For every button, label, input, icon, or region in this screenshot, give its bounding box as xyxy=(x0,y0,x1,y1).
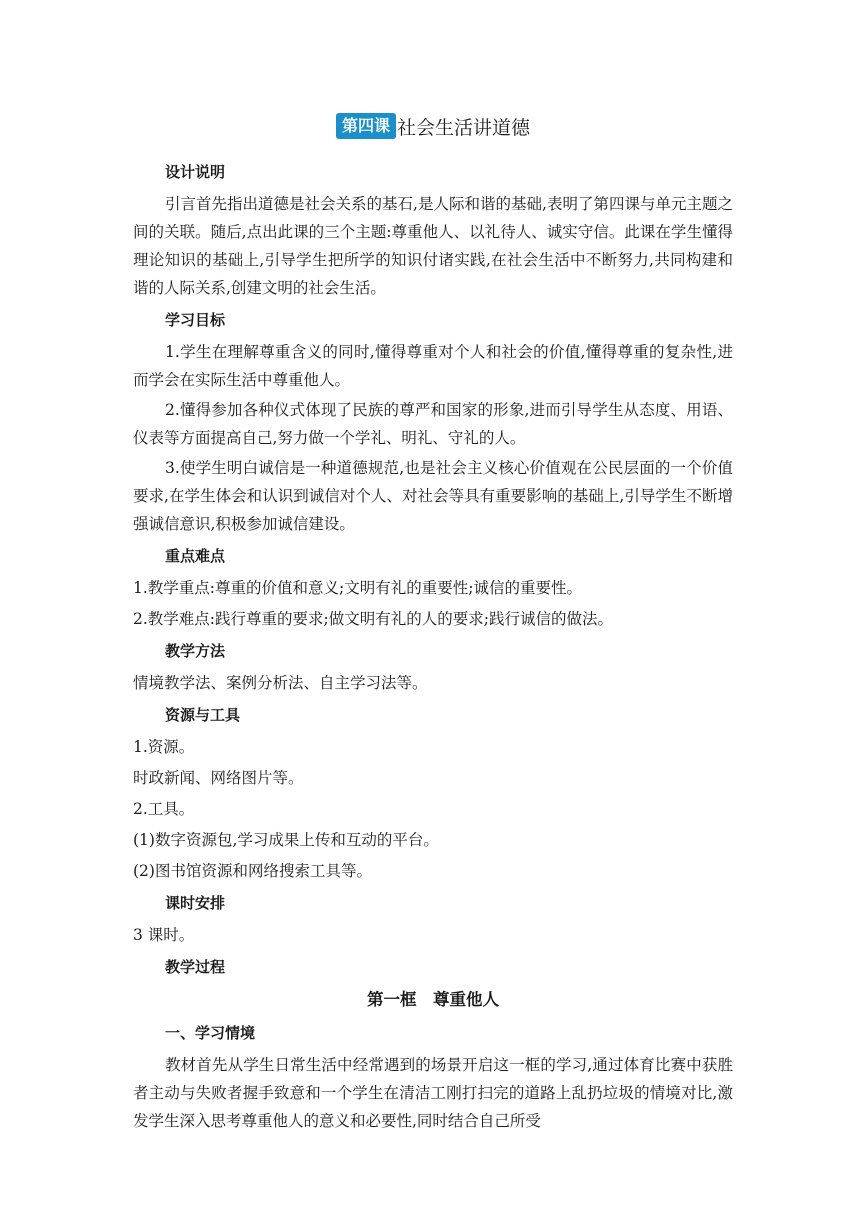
frame-subtitle: 第一框 尊重他人 xyxy=(367,990,499,1009)
resources-heading: 资源与工具 xyxy=(165,706,241,724)
resources-line-5: (2)图书馆资源和网络搜索工具等。 xyxy=(133,862,372,880)
lesson-badge: 第四课 xyxy=(336,113,396,139)
keypoint-item-2: 2.教学难点:践行尊重的要求;做文明有礼的人的要求;践行诚信的做法。 xyxy=(133,610,613,628)
design-heading: 设计说明 xyxy=(165,163,226,181)
lesson-title xyxy=(133,112,733,142)
goal-item-1: 1.学生在理解尊重含义的同时,懂得尊重对个人和社会的价值,懂得尊重的复杂性,进而学会在实际生活中尊重他人。 xyxy=(133,343,733,389)
methods-text: 情境教学法、案例分析法、自主学习法等。 xyxy=(133,674,428,692)
design-paragraph: 引言首先指出道德是社会关系的基石,是人际和谐的基础,表明了第四课与单元主题之间的关联。随后,点出此课的三个主题:尊重他人、以礼待人、诚实守信。此课在学生懂得理论知识的基础上,引导学生把所学的知识付诸实践,在社会生活中不断努力,共同构建和谐的人际关系,创建文明的社会生活。 xyxy=(133,195,733,297)
keypoint-item-1: 1.教学重点:尊重的价值和意义;文明有礼的重要性;诚信的重要性。 xyxy=(133,579,582,597)
schedule-text: 3 课时。 xyxy=(133,926,195,944)
schedule-heading: 课时安排 xyxy=(165,894,226,912)
goal-item-2: 2.懂得参加各种仪式体现了民族的尊严和国家的形象,进而引导学生从态度、用语、仪表等方面提高自己,努力做一个学礼、明礼、守礼的人。 xyxy=(133,401,733,447)
resources-line-4: (1)数字资源包,学习成果上传和互动的平台。 xyxy=(133,831,439,849)
goals-heading: 学习目标 xyxy=(165,311,226,329)
goal-item-3: 3.使学生明白诚信是一种道德规范,也是社会主义核心价值观在公民层面的一个价值要求,在学生体会和认识到诚信对个人、对社会等具有重要影响的基础上,引导学生不断增强诚信意识,积极参加诚信建设。 xyxy=(133,459,733,533)
lesson-title-text: 社会生活讲道德 xyxy=(397,117,531,139)
methods-heading: 教学方法 xyxy=(165,642,226,660)
resources-line-3: 2.工具。 xyxy=(133,800,195,818)
process-heading: 教学过程 xyxy=(165,958,226,976)
keypoints-heading: 重点难点 xyxy=(165,547,226,565)
situation-heading: 一、学习情境 xyxy=(165,1024,256,1042)
resources-line-2: 时政新闻、网络图片等。 xyxy=(133,769,304,787)
resources-line-1: 1.资源。 xyxy=(133,738,195,756)
document-page xyxy=(133,112,733,1137)
situation-paragraph: 教材首先从学生日常生活中经常遇到的场景开启这一框的学习,通过体育比赛中获胜者主动与失败者握手致意和一个学生在清洁工刚打扫完的道路上乱扔垃圾的情境对比,激发学生深入思考尊重他人的意义和必要性,同时结合自己所受 xyxy=(133,1056,733,1130)
